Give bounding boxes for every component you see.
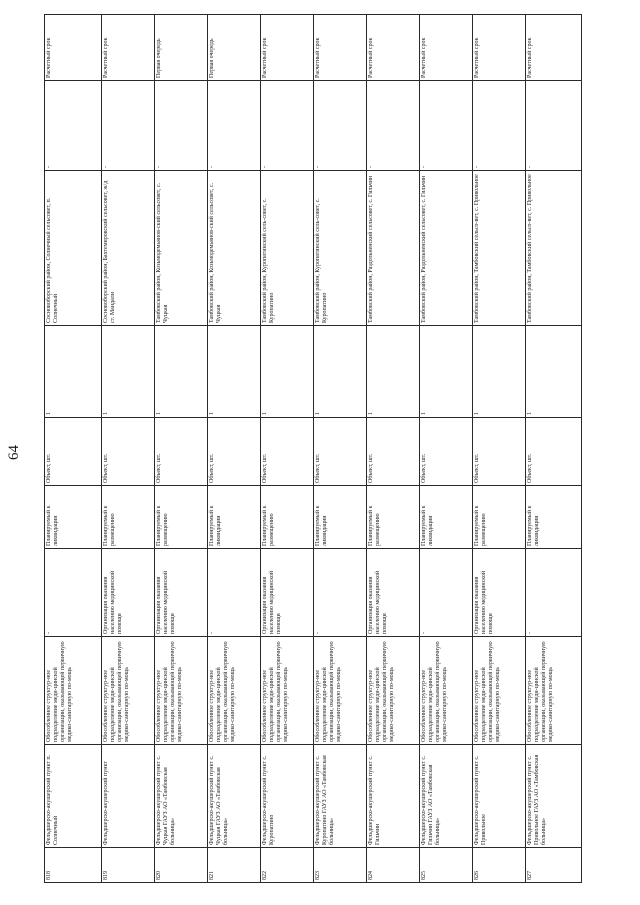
row-number: 822: [261, 848, 314, 883]
facility-type: Обособленное структур-ное подразделение меди-цинской организации, оказывающей первичную медико-санитарную по-мощь: [367, 637, 420, 745]
row-number: 824: [367, 848, 420, 883]
row-number: 825: [420, 848, 473, 883]
measure-unit: Объект, шт.: [367, 418, 420, 486]
facility-location: Тамбовский район, Козьмодемьянов-ский сельсовет, с. Чуцкая: [155, 171, 208, 326]
facility-purpose: Организация оказания населению медицинской помощи: [473, 549, 526, 637]
facility-count: 1: [208, 326, 261, 418]
facility-type: Обособленное структур-ное подразделение меди-цинской организации, оказывающей первичную медико-санитарную по-мощь: [155, 637, 208, 745]
facility-location: Сосновоборский район, Солнечный сельсовет, п. Солнечный: [45, 171, 102, 326]
facility-count: 1: [102, 326, 155, 418]
facility-location: Тамбовский район, Куропатинский сель-совет, с. Куропатино: [261, 171, 314, 326]
table-body: [45, 15, 582, 883]
implementation-term: Расчетный срок: [526, 15, 582, 81]
measure-unit: Объект, шт.: [261, 418, 314, 486]
facility-name: Фельдшерско-акушерский пункт с. Гильчин ГАУЗ АО «Тамбовская больница»: [420, 745, 473, 848]
facility-status: Планируемый к ликвидации: [526, 486, 582, 549]
facility-count: 1: [420, 326, 473, 418]
facility-purpose: Организация оказания населению медицинской помощи: [367, 549, 420, 637]
facility-count: 1: [526, 326, 582, 418]
row-number: 827: [526, 848, 582, 883]
facility-purpose: Организация оказания населению медицинской помощи: [102, 549, 155, 637]
facility-count: 1: [367, 326, 420, 418]
facility-count: 1: [45, 326, 102, 418]
zone-note: -: [208, 81, 261, 171]
table-row: [261, 15, 314, 883]
measure-unit: Объект, шт.: [45, 418, 102, 486]
facility-type: Обособленное структур-ное подразделение меди-цинской организации, оказывающей первичную медико-санитарную по-мощь: [473, 637, 526, 745]
facility-type: Обособленное структур-ное подразделение меди-цинской организации, оказывающей первичную медико-санитарную по-мощь: [208, 637, 261, 745]
implementation-term: Расчетный срок: [314, 15, 367, 81]
row-number: 821: [208, 848, 261, 883]
facility-status: Планируемый к размещению: [367, 486, 420, 549]
facility-location: Тамбовский район, Тамбовский сельсо-вет, с. Привольное: [526, 171, 582, 326]
facility-location: Тамбовский район, Куропатинский сель-совет, с. Куропатино: [314, 171, 367, 326]
facilities-table: [44, 14, 582, 883]
facility-name: Фельдшерско-акушерский пункт с. Привольное ГАУЗ АО «Тамбовская больница»: [526, 745, 582, 848]
implementation-term: Первая очередь: [208, 15, 261, 81]
measure-unit: Объект, шт.: [102, 418, 155, 486]
facility-purpose: -: [208, 549, 261, 637]
implementation-term: Первая очередь: [155, 15, 208, 81]
row-number: 826: [473, 848, 526, 883]
table-row: [102, 15, 155, 883]
zone-note: -: [155, 81, 208, 171]
implementation-term: Расчетный срок: [45, 15, 102, 81]
facility-name: Фельдшерско-акушерский пункт с. Привольное: [473, 745, 526, 848]
facility-name: Фельдшерско-акушерский пункт с. Куропатино ГАУЗ АО «Тамбовская больница»: [314, 745, 367, 848]
zone-note: -: [45, 81, 102, 171]
row-number: 818: [45, 848, 102, 883]
facility-count: 1: [155, 326, 208, 418]
facility-count: 1: [261, 326, 314, 418]
facility-status: Планируемый к ликвидации: [208, 486, 261, 549]
facility-location: Тамбовский район, Тамбовский сельсо-вет, с. Привольное: [473, 171, 526, 326]
facility-name: Фельдшерско-акушерский пункт с. Чуцкая ГАУЗ АО «Тамбовская больница»: [155, 745, 208, 848]
facility-type: Обособленное структур-ное подразделение меди-цинской организации, оказывающей первичную медико-санитарную по-мощь: [526, 637, 582, 745]
facility-location: Тамбовский район, Раздольненский сельсовет, с. Гильчин: [367, 171, 420, 326]
zone-note: -: [473, 81, 526, 171]
facility-count: 1: [314, 326, 367, 418]
facility-type: Обособленное структур-ное подразделение меди-цинской организации, оказывающей первичную медико-санитарную по-мощь: [420, 637, 473, 745]
zone-note: -: [314, 81, 367, 171]
measure-unit: Объект, шт.: [473, 418, 526, 486]
facility-purpose: -: [314, 549, 367, 637]
facility-status: Планируемый к размещению: [102, 486, 155, 549]
row-number: 823: [314, 848, 367, 883]
facility-type: Обособленное структур-ное подразделение меди-цинской организации, оказывающей первичную медико-санитарную по-мощь: [45, 637, 102, 745]
row-number: 820: [155, 848, 208, 883]
facility-count: 1: [473, 326, 526, 418]
implementation-term: Расчетный срок: [420, 15, 473, 81]
measure-unit: Объект, шт.: [314, 418, 367, 486]
table-row: [367, 15, 420, 883]
facility-purpose: Организация оказания населению медицинской помощи: [261, 549, 314, 637]
table-row: [526, 15, 582, 883]
zone-note: -: [367, 81, 420, 171]
facility-location: Тамбовский район, Козьмодемьянов-ский сельсовет, с. Чуцкая: [208, 171, 261, 326]
facility-purpose: -: [420, 549, 473, 637]
facility-status: Планируемый к размещению: [261, 486, 314, 549]
measure-unit: Объект, шт.: [420, 418, 473, 486]
facility-status: Планируемый к размещению: [155, 486, 208, 549]
zone-note: -: [261, 81, 314, 171]
zone-note: -: [526, 81, 582, 171]
page-number: 64: [6, 445, 22, 460]
table-row: [314, 15, 367, 883]
implementation-term: Расчетный срок: [367, 15, 420, 81]
implementation-term: Расчетный срок: [102, 15, 155, 81]
facility-name: Фельдшерско-акушерский пункт п. Солнечный: [45, 745, 102, 848]
measure-unit: Объект, шт.: [155, 418, 208, 486]
table-row: [473, 15, 526, 883]
facility-name: Фельдшерско-акушерский пункт с. Гильчин: [367, 745, 420, 848]
facility-purpose: -: [526, 549, 582, 637]
implementation-term: Расчетный срок: [473, 15, 526, 81]
zone-note: -: [102, 81, 155, 171]
facility-type: Обособленное структур-ное подразделение меди-цинской организации, оказывающей первичную медико-санитарную по-мощь: [102, 637, 155, 745]
row-number: 819: [102, 848, 155, 883]
measure-unit: Объект, шт.: [526, 418, 582, 486]
facility-purpose: -: [45, 549, 102, 637]
measure-unit: Объект, шт.: [208, 418, 261, 486]
zone-note: -: [420, 81, 473, 171]
table-row: [208, 15, 261, 883]
implementation-term: Расчетный срок: [261, 15, 314, 81]
table-row: [155, 15, 208, 883]
facility-location: Тамбовский район, Раздольненский сельсовет, с. Гильчин: [420, 171, 473, 326]
table-row: [45, 15, 102, 883]
facility-type: Обособленное структур-ное подразделение меди-цинской организации, оказывающей первичную медико-санитарную по-мощь: [261, 637, 314, 745]
facility-name: Фельдшерско-акушерский пункт с. Чуцкая ГАУЗ АО «Тамбовская больница»: [208, 745, 261, 848]
facility-status: Планируемый к ликвидации: [314, 486, 367, 549]
facility-status: Планируемый к ликвидации: [420, 486, 473, 549]
facility-name: Фельдшерско-акушерский пункт: [102, 745, 155, 848]
facility-status: Планируемый к ликвидации: [45, 486, 102, 549]
facility-status: Планируемый к размещению: [473, 486, 526, 549]
facility-purpose: Организация оказания населению медицинской помощи: [155, 549, 208, 637]
facility-location: Сосновоборский район, Бахтемировский сельсовет, ж/д ст. Мандали: [102, 171, 155, 326]
table-row: [420, 15, 473, 883]
facility-name: Фельдшерско-акушерский пункт с. Куропатино: [261, 745, 314, 848]
facility-type: Обособленное структур-ное подразделение меди-цинской организации, оказывающей первичную медико-санитарную по-мощь: [314, 637, 367, 745]
